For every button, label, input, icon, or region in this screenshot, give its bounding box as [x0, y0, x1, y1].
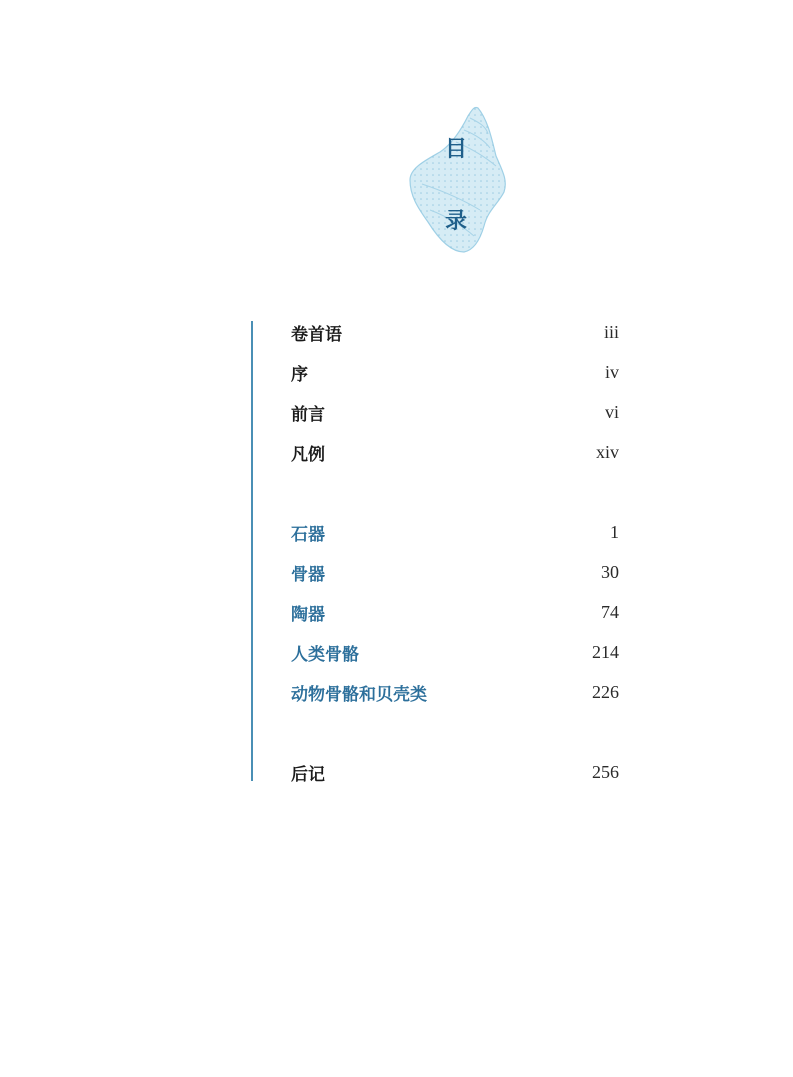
- toc-entry-title: 骨器: [291, 564, 325, 585]
- toc-entry-page: 74: [601, 601, 619, 622]
- toc-entry-front-3[interactable]: [291, 438, 619, 466]
- toc-entry-title: 动物骨骼和贝壳类: [291, 684, 427, 705]
- toc-entry-page: xiv: [595, 441, 619, 462]
- toc-entry-page: iii: [603, 321, 619, 342]
- toc-entry-chapter-2[interactable]: [291, 598, 619, 626]
- toc-entry-title: 前言: [291, 404, 325, 425]
- page-title-char-1: 目: [444, 136, 467, 162]
- toc-entry-page: iv: [604, 361, 619, 382]
- conch-shell-icon: [400, 100, 512, 260]
- toc-vertical-rule: [251, 321, 253, 781]
- toc-entry-chapter-0[interactable]: [291, 518, 619, 546]
- toc-entry-page: 214: [592, 641, 619, 662]
- toc-entry-title: 后记: [291, 764, 325, 785]
- toc-entry-title: 卷首语: [291, 324, 342, 345]
- toc-entry-title: 石器: [291, 524, 325, 545]
- toc-entry-chapter-4[interactable]: [291, 678, 619, 706]
- toc-entry-title: 人类骨骼: [291, 644, 359, 665]
- toc-entry-front-2[interactable]: [291, 398, 619, 426]
- toc-entry-front-1[interactable]: [291, 358, 619, 386]
- toc-entry-title: 序: [291, 364, 308, 385]
- toc-entry-page: 226: [592, 681, 619, 702]
- toc-entry-page: 256: [592, 761, 619, 782]
- toc-entry-page: 30: [601, 561, 619, 582]
- toc-entry-front-0[interactable]: [291, 318, 619, 346]
- toc-entry-page: vi: [604, 401, 619, 422]
- page-title-block: [400, 100, 512, 260]
- toc-entry-title: 陶器: [291, 604, 325, 625]
- toc-entry-chapter-1[interactable]: [291, 558, 619, 586]
- toc-entry-back-0[interactable]: [291, 758, 619, 786]
- toc-entry-chapter-3[interactable]: [291, 638, 619, 666]
- page-title-char-2: 录: [444, 208, 467, 234]
- toc-entry-page: 1: [610, 521, 619, 542]
- toc-entry-title: 凡例: [291, 444, 325, 465]
